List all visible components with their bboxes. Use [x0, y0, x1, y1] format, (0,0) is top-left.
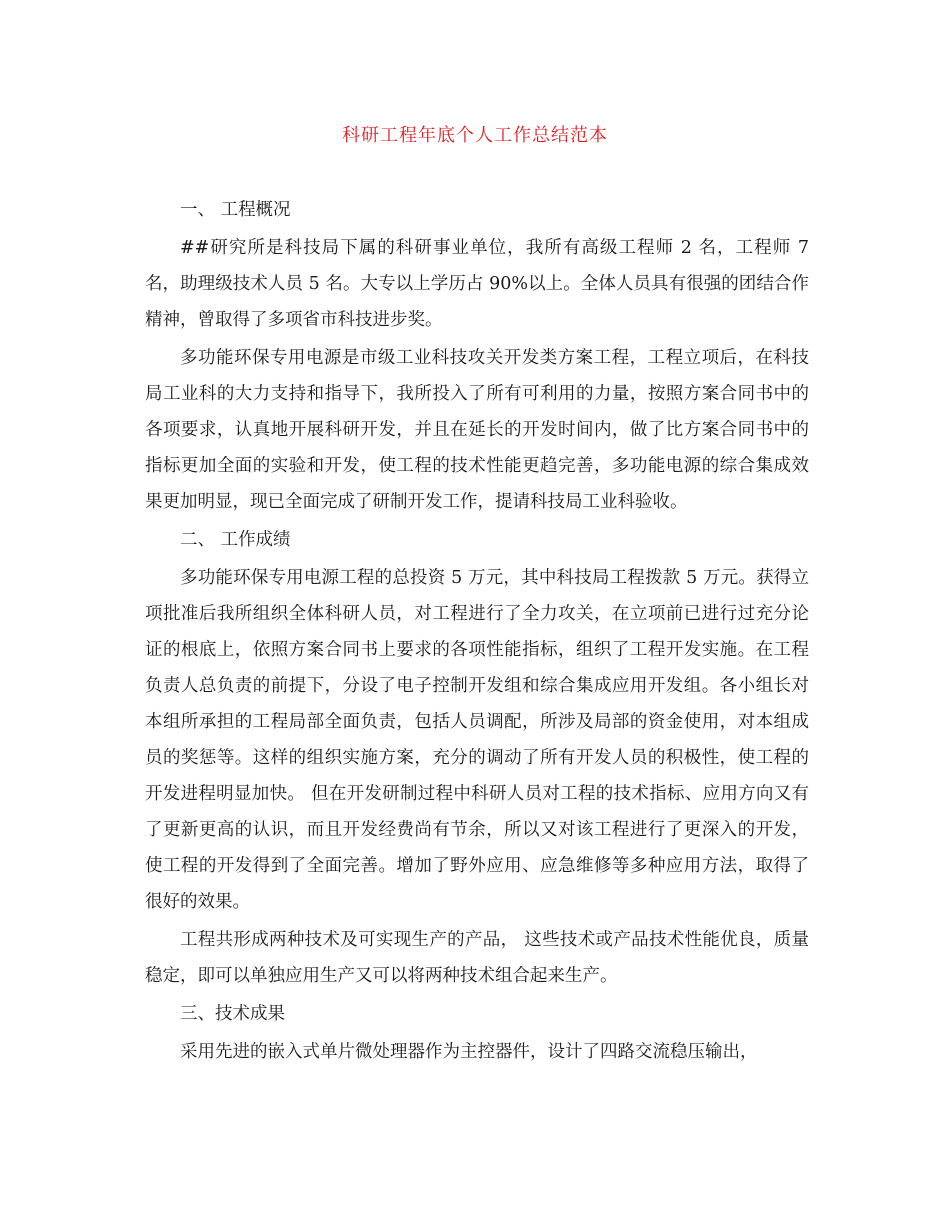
section-heading-overview: 一、 工程概况: [180, 200, 291, 220]
section-heading-technical-results: 三、技术成果: [180, 1004, 285, 1024]
paragraph-project-description: 多功能环保专用电源是市级工业科技攻关开发类方案工程，工程立项后，在科技局工业科的大力支持和指导下，我所投入了所有可利用的力量，按照方案合同书中的各项要求，认真地开展科研开发，并且在延长的开发时间内，做了比方案合同书中的指标更加全面的实验和开发，使工程的技术性能更趋完善，多功能电源的综合集成效果更加明显，现已全面完成了研制开发工作，提请科技局工业科验收。: [145, 348, 809, 512]
paragraph-products: 工程共形成两种技术及可实现生产的产品， 这些技术或产品技术性能优良，质量稳定，即可以单独应用生产又可以将两种技术组合起来生产。: [145, 930, 809, 986]
paragraph-institute-intro: ##研究所是科技局下属的科研事业单位，我所有高级工程师 2 名，工程师 7 名，助理级技术人员 5 名。大专以上学历占 90%以上。全体人员具有很强的团结合作精神，曾取得了多项省市科技进步奖。: [145, 238, 809, 330]
document-title: 科研工程年底个人工作总结范本: [342, 125, 608, 146]
paragraph-technical-design: 采用先进的嵌入式单片微处理器作为主控器件，设计了四路交流稳压输出，: [180, 1042, 758, 1062]
section-heading-achievements: 二、 工作成绩: [180, 530, 291, 550]
paragraph-investment-organization: 多功能环保专用电源工程的总投资 5 万元，其中科技局工程拨款 5 万元。获得立项批准后我所组织全体科研人员，对工程进行了全力攻关，在立项前已进行过充分论证的根底上，依照方案合同书上要求的各项性能指标，组织了工程开发实施。在工程负责人总负责的前提下，分设了电子控制开发组和综合集成应用开发组。各小组长对本组所承担的工程局部全面负责，包括人员调配，所涉及局部的资金使用，对本组成员的奖惩等。这样的组织实施方案，充分的调动了所有开发人员的积极性，使工程的开发进程明显加快。 但在开发研制过程中科研人员对工程的技术指标、应用方向又有了更新更高的认识，而且开发经费尚有节余，所以又对该工程进行了更深入的开发，使工程的开发得到了全面完善。增加了野外应用、应急维修等多种应用方法，取得了很好的效果。: [145, 568, 809, 912]
document-body: [145, 192, 809, 1072]
